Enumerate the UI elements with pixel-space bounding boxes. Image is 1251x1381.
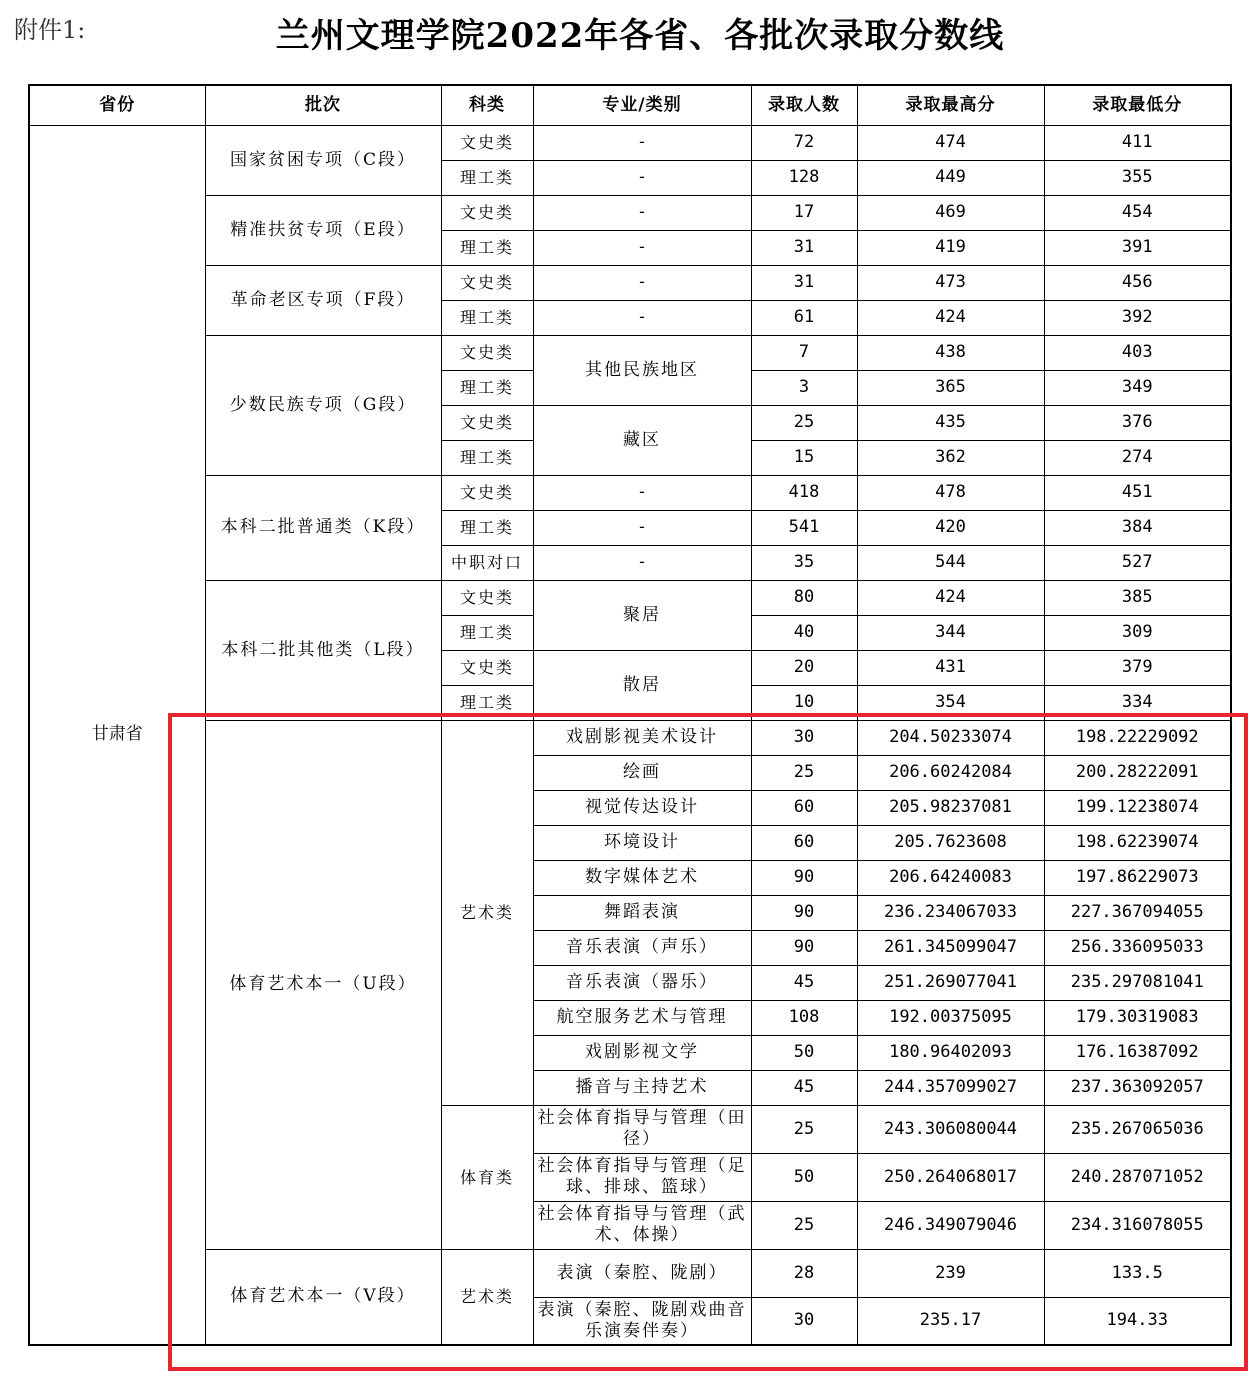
count-cell: 10 — [751, 685, 857, 720]
major-cell: 社会体育指导与管理（武术、体操） — [533, 1201, 751, 1249]
max-score-cell: 251.269077041 — [857, 965, 1044, 1000]
max-score-cell: 205.98237081 — [857, 790, 1044, 825]
max-score-cell: 365 — [857, 370, 1044, 405]
count-cell: 17 — [751, 195, 857, 230]
min-score-cell: 334 — [1044, 685, 1231, 720]
major-cell: - — [533, 475, 751, 510]
type-cell: 理工类 — [441, 615, 533, 650]
min-score-cell: 451 — [1044, 475, 1231, 510]
major-cell: 航空服务艺术与管理 — [533, 1000, 751, 1035]
count-cell: 108 — [751, 1000, 857, 1035]
min-score-cell: 411 — [1044, 125, 1231, 160]
major-cell: 戏剧影视美术设计 — [533, 720, 751, 755]
major-cell: 视觉传达设计 — [533, 790, 751, 825]
type-cell: 理工类 — [441, 685, 533, 720]
type-cell: 艺术类 — [441, 1249, 533, 1345]
max-score-cell: 362 — [857, 440, 1044, 475]
count-cell: 128 — [751, 160, 857, 195]
type-cell: 文史类 — [441, 405, 533, 440]
count-cell: 31 — [751, 265, 857, 300]
type-cell: 文史类 — [441, 125, 533, 160]
count-cell: 60 — [751, 825, 857, 860]
header-province: 省份 — [29, 85, 205, 125]
max-score-cell: 449 — [857, 160, 1044, 195]
major-cell: - — [533, 265, 751, 300]
max-score-cell: 206.60242084 — [857, 755, 1044, 790]
major-cell: 藏区 — [533, 405, 751, 475]
max-score-cell: 250.264068017 — [857, 1153, 1044, 1201]
count-cell: 40 — [751, 615, 857, 650]
min-score-cell: 403 — [1044, 335, 1231, 370]
type-cell: 文史类 — [441, 650, 533, 685]
batch-cell: 体育艺术本一（U段） — [205, 720, 441, 1249]
count-cell: 28 — [751, 1249, 857, 1297]
type-cell: 文史类 — [441, 580, 533, 615]
type-cell: 理工类 — [441, 370, 533, 405]
major-cell: - — [533, 300, 751, 335]
page-title: 兰州文理学院2022年各省、各批次录取分数线 — [275, 16, 1005, 56]
type-cell: 文史类 — [441, 475, 533, 510]
count-cell: 72 — [751, 125, 857, 160]
batch-cell: 革命老区专项（F段） — [205, 265, 441, 335]
max-score-cell: 438 — [857, 335, 1044, 370]
min-score-cell: 199.12238074 — [1044, 790, 1231, 825]
count-cell: 25 — [751, 405, 857, 440]
header-max-score: 录取最高分 — [857, 85, 1044, 125]
table-row — [29, 475, 1231, 510]
major-cell: 其他民族地区 — [533, 335, 751, 405]
count-cell: 25 — [751, 1201, 857, 1249]
major-cell: 绘画 — [533, 755, 751, 790]
major-cell: 音乐表演（声乐） — [533, 930, 751, 965]
admission-score-table — [28, 84, 1232, 1346]
min-score-cell: 384 — [1044, 510, 1231, 545]
type-cell: 理工类 — [441, 510, 533, 545]
min-score-cell: 274 — [1044, 440, 1231, 475]
min-score-cell: 234.316078055 — [1044, 1201, 1231, 1249]
count-cell: 418 — [751, 475, 857, 510]
count-cell: 20 — [751, 650, 857, 685]
max-score-cell: 469 — [857, 195, 1044, 230]
min-score-cell: 200.28222091 — [1044, 755, 1231, 790]
max-score-cell: 419 — [857, 230, 1044, 265]
min-score-cell: 456 — [1044, 265, 1231, 300]
min-score-cell: 227.367094055 — [1044, 895, 1231, 930]
min-score-cell: 235.297081041 — [1044, 965, 1231, 1000]
min-score-cell: 194.33 — [1044, 1297, 1231, 1345]
count-cell: 90 — [751, 860, 857, 895]
count-cell: 30 — [751, 720, 857, 755]
major-cell: 社会体育指导与管理（足球、排球、篮球） — [533, 1153, 751, 1201]
batch-cell: 国家贫困专项（C段） — [205, 125, 441, 195]
max-score-cell: 424 — [857, 580, 1044, 615]
count-cell: 25 — [751, 1105, 857, 1153]
min-score-cell: 198.22229092 — [1044, 720, 1231, 755]
max-score-cell: 246.349079046 — [857, 1201, 1044, 1249]
min-score-cell: 385 — [1044, 580, 1231, 615]
major-cell: 聚居 — [533, 580, 751, 650]
count-cell: 61 — [751, 300, 857, 335]
min-score-cell: 237.363092057 — [1044, 1070, 1231, 1105]
province-cell: 甘肃省 — [29, 125, 205, 1345]
type-cell: 艺术类 — [441, 720, 533, 1105]
count-cell: 3 — [751, 370, 857, 405]
major-cell: 数字媒体艺术 — [533, 860, 751, 895]
count-cell: 35 — [751, 545, 857, 580]
min-score-cell: 176.16387092 — [1044, 1035, 1231, 1070]
count-cell: 80 — [751, 580, 857, 615]
table-row — [29, 195, 1231, 230]
major-cell: - — [533, 160, 751, 195]
max-score-cell: 235.17 — [857, 1297, 1044, 1345]
count-cell: 30 — [751, 1297, 857, 1345]
major-cell: 社会体育指导与管理（田径） — [533, 1105, 751, 1153]
max-score-cell: 478 — [857, 475, 1044, 510]
attachment-note: 附件1: — [14, 16, 86, 44]
count-cell: 541 — [751, 510, 857, 545]
table-row — [29, 335, 1231, 370]
major-cell: 播音与主持艺术 — [533, 1070, 751, 1105]
count-cell: 50 — [751, 1153, 857, 1201]
batch-cell: 体育艺术本一（V段） — [205, 1249, 441, 1345]
max-score-cell: 180.96402093 — [857, 1035, 1044, 1070]
max-score-cell: 354 — [857, 685, 1044, 720]
header-min-score: 录取最低分 — [1044, 85, 1231, 125]
max-score-cell: 473 — [857, 265, 1044, 300]
type-cell: 体育类 — [441, 1105, 533, 1249]
max-score-cell: 236.234067033 — [857, 895, 1044, 930]
table-row — [29, 125, 1231, 160]
min-score-cell: 379 — [1044, 650, 1231, 685]
batch-cell: 精准扶贫专项（E段） — [205, 195, 441, 265]
major-cell: 散居 — [533, 650, 751, 720]
major-cell: 环境设计 — [533, 825, 751, 860]
type-cell: 文史类 — [441, 195, 533, 230]
max-score-cell: 206.64240083 — [857, 860, 1044, 895]
max-score-cell: 204.50233074 — [857, 720, 1044, 755]
count-cell: 15 — [751, 440, 857, 475]
type-cell: 理工类 — [441, 160, 533, 195]
count-cell: 50 — [751, 1035, 857, 1070]
count-cell: 25 — [751, 755, 857, 790]
max-score-cell: 474 — [857, 125, 1044, 160]
min-score-cell: 235.267065036 — [1044, 1105, 1231, 1153]
type-cell: 文史类 — [441, 265, 533, 300]
max-score-cell: 431 — [857, 650, 1044, 685]
major-cell: - — [533, 545, 751, 580]
major-cell: - — [533, 125, 751, 160]
max-score-cell: 244.357099027 — [857, 1070, 1044, 1105]
header-subject-type: 科类 — [441, 85, 533, 125]
major-cell: - — [533, 230, 751, 265]
count-cell: 45 — [751, 1070, 857, 1105]
min-score-cell: 376 — [1044, 405, 1231, 440]
batch-cell: 少数民族专项（G段） — [205, 335, 441, 475]
max-score-cell: 344 — [857, 615, 1044, 650]
table-row — [29, 720, 1231, 755]
min-score-cell: 391 — [1044, 230, 1231, 265]
min-score-cell: 256.336095033 — [1044, 930, 1231, 965]
min-score-cell: 392 — [1044, 300, 1231, 335]
batch-cell: 本科二批其他类（L段） — [205, 580, 441, 720]
major-cell: - — [533, 195, 751, 230]
table-row — [29, 265, 1231, 300]
max-score-cell: 239 — [857, 1249, 1044, 1297]
min-score-cell: 309 — [1044, 615, 1231, 650]
major-cell: 戏剧影视文学 — [533, 1035, 751, 1070]
major-cell: - — [533, 510, 751, 545]
header-batch: 批次 — [205, 85, 441, 125]
header-major: 专业/类别 — [533, 85, 751, 125]
min-score-cell: 133.5 — [1044, 1249, 1231, 1297]
header-admitted-count: 录取人数 — [751, 85, 857, 125]
count-cell: 60 — [751, 790, 857, 825]
type-cell: 理工类 — [441, 300, 533, 335]
max-score-cell: 544 — [857, 545, 1044, 580]
max-score-cell: 243.306080044 — [857, 1105, 1044, 1153]
table-row — [29, 580, 1231, 615]
min-score-cell: 197.86229073 — [1044, 860, 1231, 895]
count-cell: 7 — [751, 335, 857, 370]
max-score-cell: 420 — [857, 510, 1044, 545]
count-cell: 31 — [751, 230, 857, 265]
type-cell: 文史类 — [441, 335, 533, 370]
count-cell: 90 — [751, 895, 857, 930]
table-row — [29, 1249, 1231, 1297]
type-cell: 中职对口 — [441, 545, 533, 580]
max-score-cell: 192.00375095 — [857, 1000, 1044, 1035]
max-score-cell: 261.345099047 — [857, 930, 1044, 965]
min-score-cell: 355 — [1044, 160, 1231, 195]
major-cell: 表演（秦腔、陇剧） — [533, 1249, 751, 1297]
count-cell: 90 — [751, 930, 857, 965]
major-cell: 音乐表演（器乐） — [533, 965, 751, 1000]
max-score-cell: 205.7623608 — [857, 825, 1044, 860]
max-score-cell: 435 — [857, 405, 1044, 440]
min-score-cell: 179.30319083 — [1044, 1000, 1231, 1035]
batch-cell: 本科二批普通类（K段） — [205, 475, 441, 580]
type-cell: 理工类 — [441, 440, 533, 475]
major-cell: 舞蹈表演 — [533, 895, 751, 930]
min-score-cell: 527 — [1044, 545, 1231, 580]
max-score-cell: 424 — [857, 300, 1044, 335]
major-cell: 表演（秦腔、陇剧戏曲音乐演奏伴奏） — [533, 1297, 751, 1345]
type-cell: 理工类 — [441, 230, 533, 265]
min-score-cell: 240.287071052 — [1044, 1153, 1231, 1201]
count-cell: 45 — [751, 965, 857, 1000]
min-score-cell: 349 — [1044, 370, 1231, 405]
min-score-cell: 454 — [1044, 195, 1231, 230]
header-row — [29, 85, 1231, 125]
min-score-cell: 198.62239074 — [1044, 825, 1231, 860]
